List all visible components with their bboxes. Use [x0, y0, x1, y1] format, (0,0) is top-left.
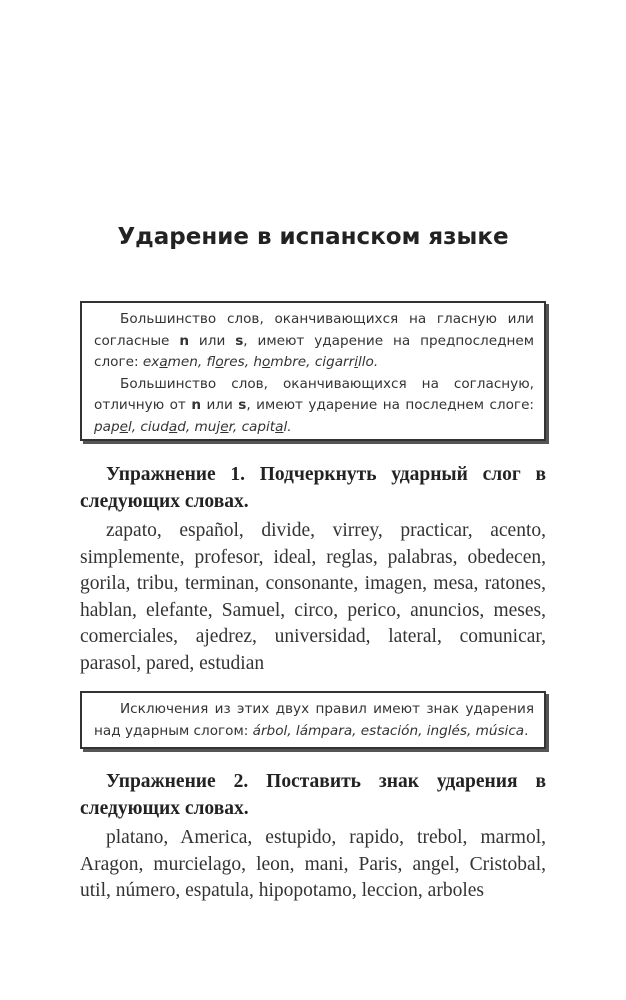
separator: .	[287, 418, 292, 435]
example-word	[143, 354, 198, 370]
exercise-2-heading: Упражнение 2. Поставить знак ударения в следующих словах.	[80, 771, 546, 819]
letter-n: n	[179, 332, 190, 349]
exercise-1-words: zapato, español, divide, virrey, practicar, acento, simplemente, profesor, ideal, reglas, palabras, obedecen, gorila, tribu, terminan, consonante, imagen, mesa, ratones, hablan, elefante, Samuel, circo, perico, anuncios, meses, comerciales, ajedrez, universidad, lateral, comunicar, parasol, pared, estudian	[80, 520, 546, 674]
word-part: l	[127, 418, 132, 435]
rule-text: , имеют ударение на предпоследнем слоге:	[94, 332, 535, 370]
word-part: res	[223, 354, 245, 370]
word-part: men	[167, 354, 198, 370]
rule-paragraph-last	[94, 374, 534, 439]
rule-text: или	[189, 332, 236, 349]
letter-n: n	[191, 397, 201, 413]
letter-s: s	[238, 397, 247, 413]
word-part: cigarr	[314, 354, 355, 370]
separator: ,	[232, 418, 242, 435]
rule-paragraph-penultimate	[94, 309, 534, 374]
example-word	[315, 354, 374, 370]
word-part: ciud	[140, 418, 169, 435]
rule-text: , имеют ударение на последнем слоге:	[246, 397, 535, 413]
word-part: h	[253, 354, 262, 370]
word-part: capit	[241, 418, 276, 435]
word-part: muj	[194, 418, 221, 435]
separator: .	[373, 354, 379, 370]
page-title: Ударение в испанском языке	[117, 224, 509, 250]
stressed-syllable: o	[262, 354, 271, 370]
stressed-syllable: o	[215, 354, 224, 370]
word-part: d	[177, 418, 186, 435]
example-word	[207, 354, 245, 370]
word-part: llo	[357, 354, 374, 370]
stressed-syllable: e	[220, 418, 229, 435]
example-word	[253, 354, 306, 370]
example-list: árbol, lámpara, estación, inglés, música	[252, 722, 525, 739]
stressed-syllable: a	[275, 418, 284, 435]
example-list	[94, 419, 292, 435]
example-word	[242, 419, 288, 435]
rule-text: Исключения из этих двух правил имеют знак ударения над ударным слогом:	[94, 701, 534, 739]
stressed-syllable: a	[168, 418, 178, 435]
word-part: l	[283, 418, 288, 435]
separator: ,	[244, 354, 254, 370]
exercise-2-words: platano, America, estupido, rapido, trebol, marmol, Aragon, murcielago, leon, mani, Paris, angel, Cristobal, util, número, espatula, hipopotamo, leccion, arboles	[80, 827, 546, 902]
separator: ,	[185, 418, 195, 435]
example-word	[195, 419, 233, 435]
exercise-1-heading: Упражнение 1. Подчеркнуть ударный слог в следующих словах.	[80, 464, 546, 512]
example-word	[140, 419, 185, 435]
word-part: pap	[94, 418, 120, 435]
separator: ,	[197, 354, 207, 370]
separator: ,	[306, 354, 315, 370]
word-part: fl	[206, 354, 216, 370]
rule-text: Большинство слов, оканчивающихся на согласную, отличную от	[94, 375, 534, 413]
stressed-syllable: e	[119, 418, 128, 435]
stressed-syllable: i	[354, 354, 358, 370]
example-list	[143, 354, 378, 370]
word-part: r	[228, 418, 233, 435]
rule-paragraph-exceptions	[94, 699, 534, 742]
example-word	[94, 419, 132, 435]
letter-s: s	[235, 332, 244, 349]
word-part: mbre	[270, 354, 307, 370]
rule-text: или	[201, 397, 239, 413]
rule-box-stress	[80, 301, 546, 441]
rule-text: .	[524, 722, 529, 739]
separator: ,	[131, 418, 141, 435]
rule-box-exceptions	[80, 691, 546, 749]
stressed-syllable: a	[159, 354, 168, 370]
word-part: ex	[142, 354, 160, 370]
rule-text: Большинство слов, оканчивающихся на гласную или согласные	[94, 311, 534, 349]
